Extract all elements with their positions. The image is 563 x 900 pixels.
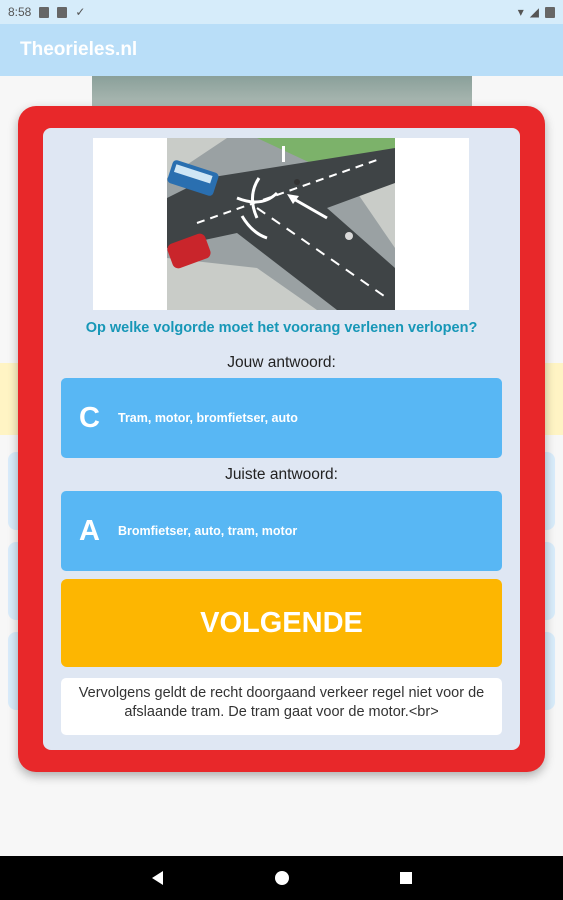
app-title: Theorieles.nl (20, 39, 138, 60)
download-icon: ✓ (75, 5, 86, 19)
correct-answer-label: Juiste antwoord: (225, 466, 338, 483)
result-dialog-content (43, 128, 520, 750)
navigation-bar (0, 856, 563, 900)
correct-answer-letter: A (79, 514, 100, 547)
correct-answer-text: Bromfietser, auto, tram, motor (118, 524, 298, 538)
status-bar (0, 0, 563, 24)
app-bar (0, 24, 563, 76)
battery-icon (545, 7, 555, 18)
notification-icon (57, 7, 67, 18)
your-answer-box (61, 378, 502, 458)
home-icon[interactable] (270, 866, 294, 890)
notification-icon (39, 7, 49, 18)
question-text: Op welke volgorde moet het voorang verlenen verlopen? (85, 320, 478, 336)
next-button[interactable]: VOLGENDE (61, 579, 502, 667)
your-answer-letter: C (79, 401, 100, 434)
recents-icon[interactable] (394, 866, 418, 890)
result-dialog (18, 106, 545, 772)
your-answer-text: Tram, motor, bromfietser, auto (118, 411, 298, 425)
question-image (93, 138, 469, 310)
correct-answer-box (61, 491, 502, 571)
explanation-text: Vervolgens geldt de recht doorgaand verkeer regel niet voor de afslaande tram. De tram gaat voor de motor.<br> (61, 678, 502, 735)
status-time: 8:58 (8, 5, 32, 19)
back-icon[interactable] (146, 866, 170, 890)
your-answer-label: Jouw antwoord: (227, 354, 336, 371)
signal-icon: ◢ (529, 5, 539, 19)
intersection-illustration (167, 138, 395, 310)
wifi-icon: ▾ (517, 5, 524, 19)
